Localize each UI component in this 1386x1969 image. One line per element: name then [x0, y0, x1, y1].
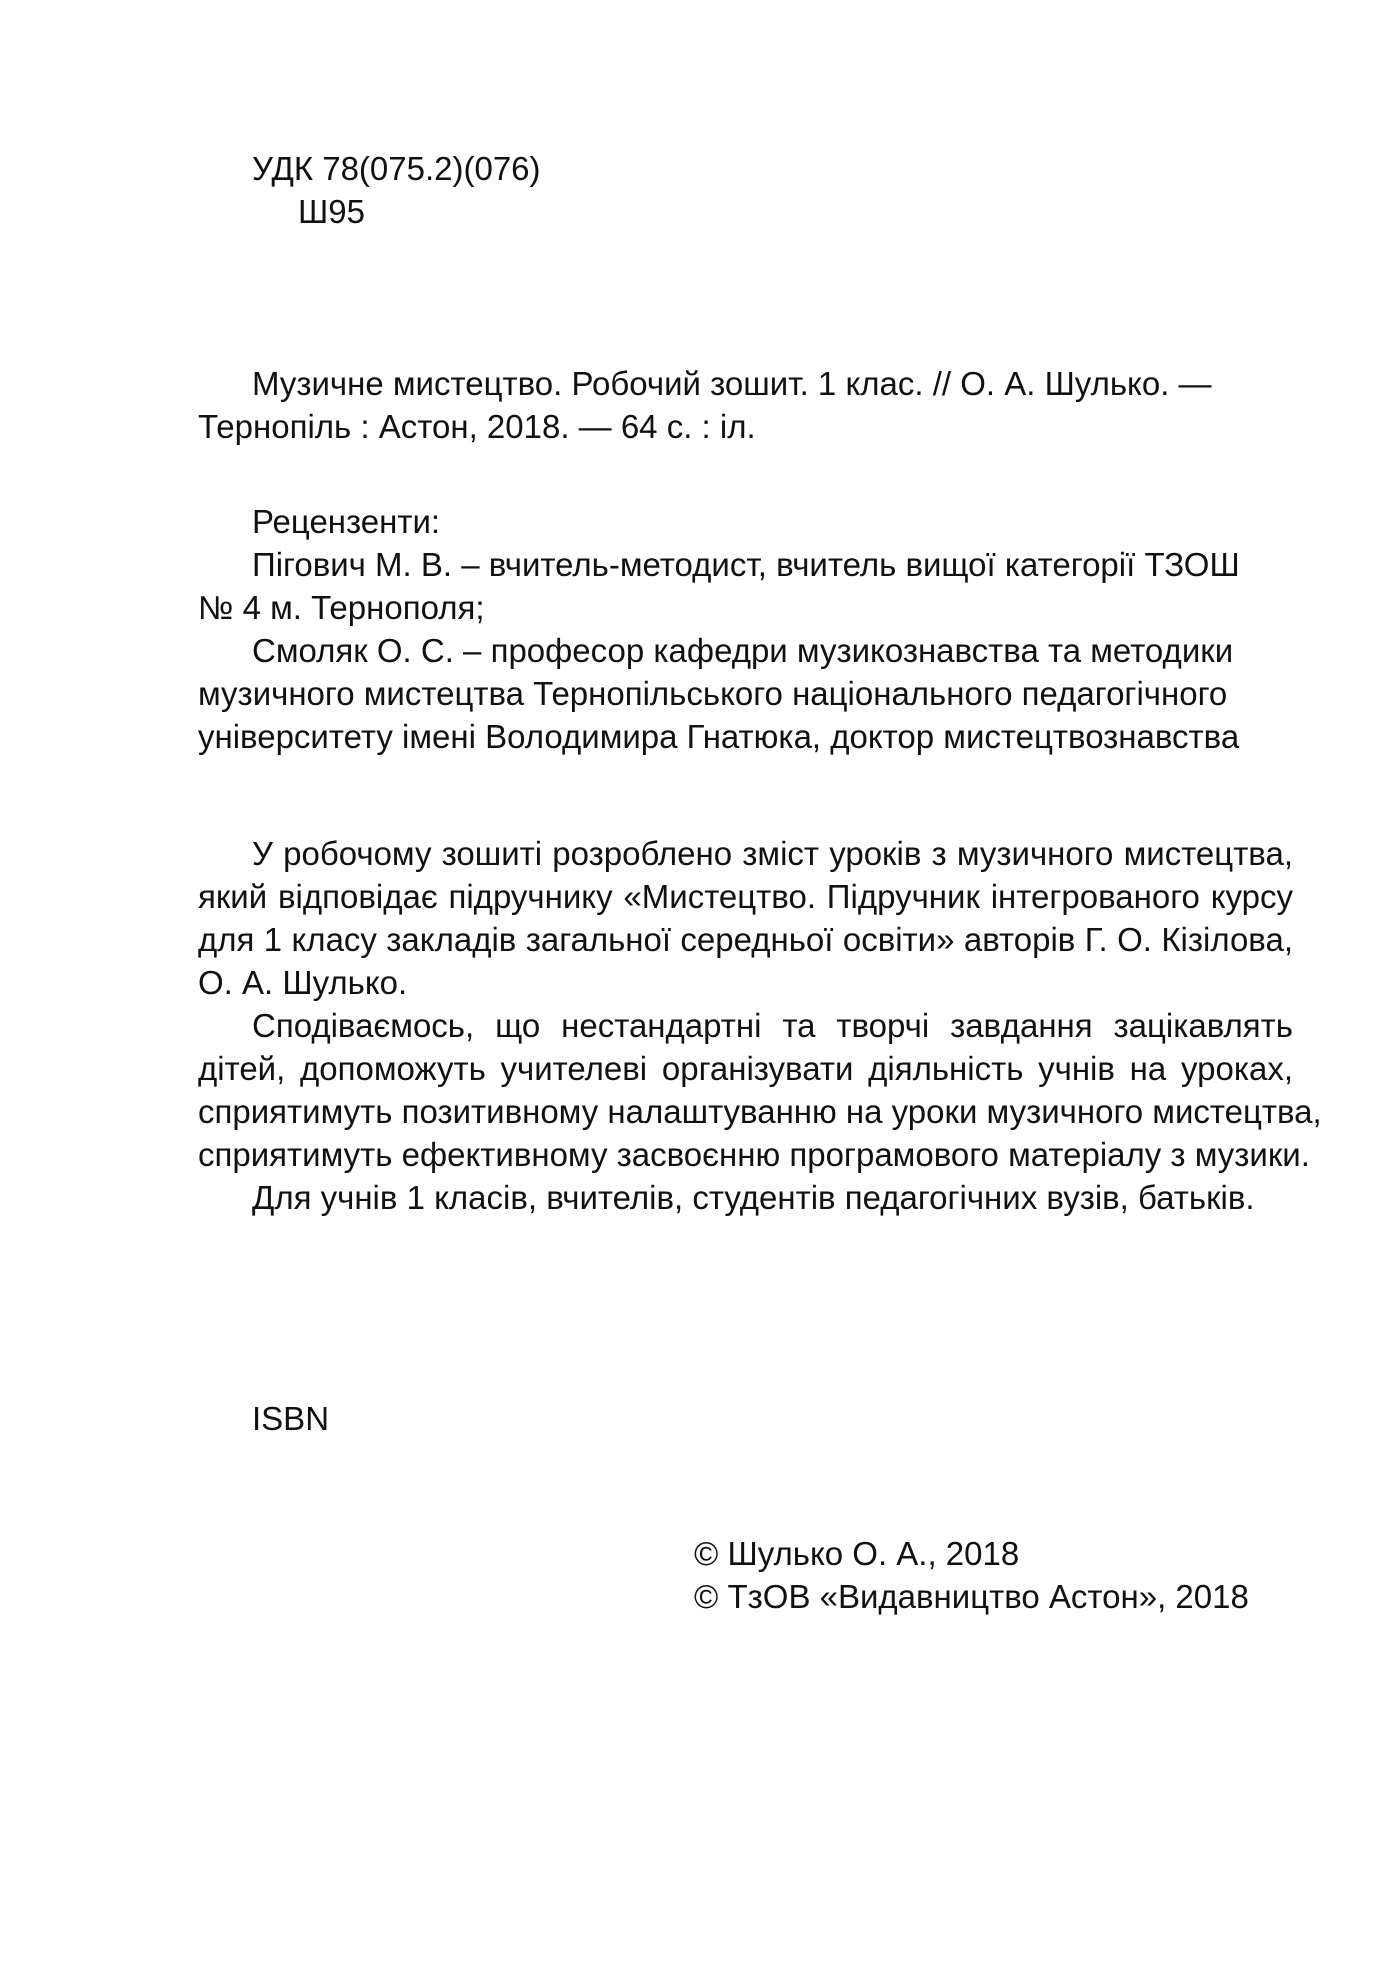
udk-classification	[198, 147, 1293, 233]
reviewers-section	[198, 500, 1293, 758]
annotation-line: який відповідає підручнику «Мистецтво. Підручник інтегрованого курсу	[198, 878, 1293, 915]
copyright-line: © ТзОВ «Видавництво Астон», 2018	[694, 1578, 1249, 1615]
copyright-notice	[694, 1532, 1294, 1618]
annotation-line: У робочому зошиті розроблено зміст уроків з музичного мистецтва,	[252, 835, 1293, 872]
bibliographic-citation	[198, 362, 1293, 448]
reviewer-line: Пігович М. В. – вчитель-методист, вчитель вищої категорії ТЗОШ	[252, 546, 1240, 583]
citation-line: Тернопіль : Астон, 2018. — 64 с. : іл.	[198, 408, 756, 445]
reviewer-line: № 4 м. Тернополя;	[198, 589, 485, 626]
udk-code: УДК 78(075.2)(076)	[252, 150, 541, 187]
annotation-line: для 1 класу закладів загальної середньої освіти» авторів Г. О. Кізілова,	[198, 921, 1293, 958]
copyright-line: © Шулько О. А., 2018	[694, 1535, 1020, 1572]
author-sign-code: Ш95	[298, 193, 365, 230]
isbn-label: ISBN	[252, 1400, 330, 1437]
reviewer-line: університету імені Володимира Гнатюка, доктор мистецтвознавства	[198, 718, 1240, 755]
citation-line: Музичне мистецтво. Робочий зошит. 1 клас. // О. А. Шулько. —	[252, 365, 1212, 402]
reviewer-line: Смоляк О. С. – професор кафедри музикознавства та методики	[252, 632, 1234, 669]
annotation-line: сприятимуть ефективному засвоєнню програмового матеріалу з музики.	[198, 1136, 1310, 1173]
annotation-line: сприятимуть позитивному налаштуванню на уроки музичного мистецтва,	[198, 1093, 1322, 1130]
reviewer-line: музичного мистецтва Тернопільського національного педагогічного	[198, 675, 1228, 712]
reviewers-heading: Рецензенти:	[252, 503, 441, 540]
isbn	[252, 1397, 652, 1440]
annotation-line: О. А. Шулько.	[198, 964, 408, 1001]
annotation-line: Сподіваємось, що нестандартні та творчі завдання зацікавлять	[252, 1007, 1293, 1044]
annotation-section	[198, 832, 1322, 1219]
annotation-line: Для учнів 1 класів, вчителів, студентів педагогічних вузів, батьків.	[252, 1179, 1255, 1216]
annotation-line: дітей, допоможуть учителеві організувати діяльність учнів на уроках,	[198, 1050, 1293, 1087]
